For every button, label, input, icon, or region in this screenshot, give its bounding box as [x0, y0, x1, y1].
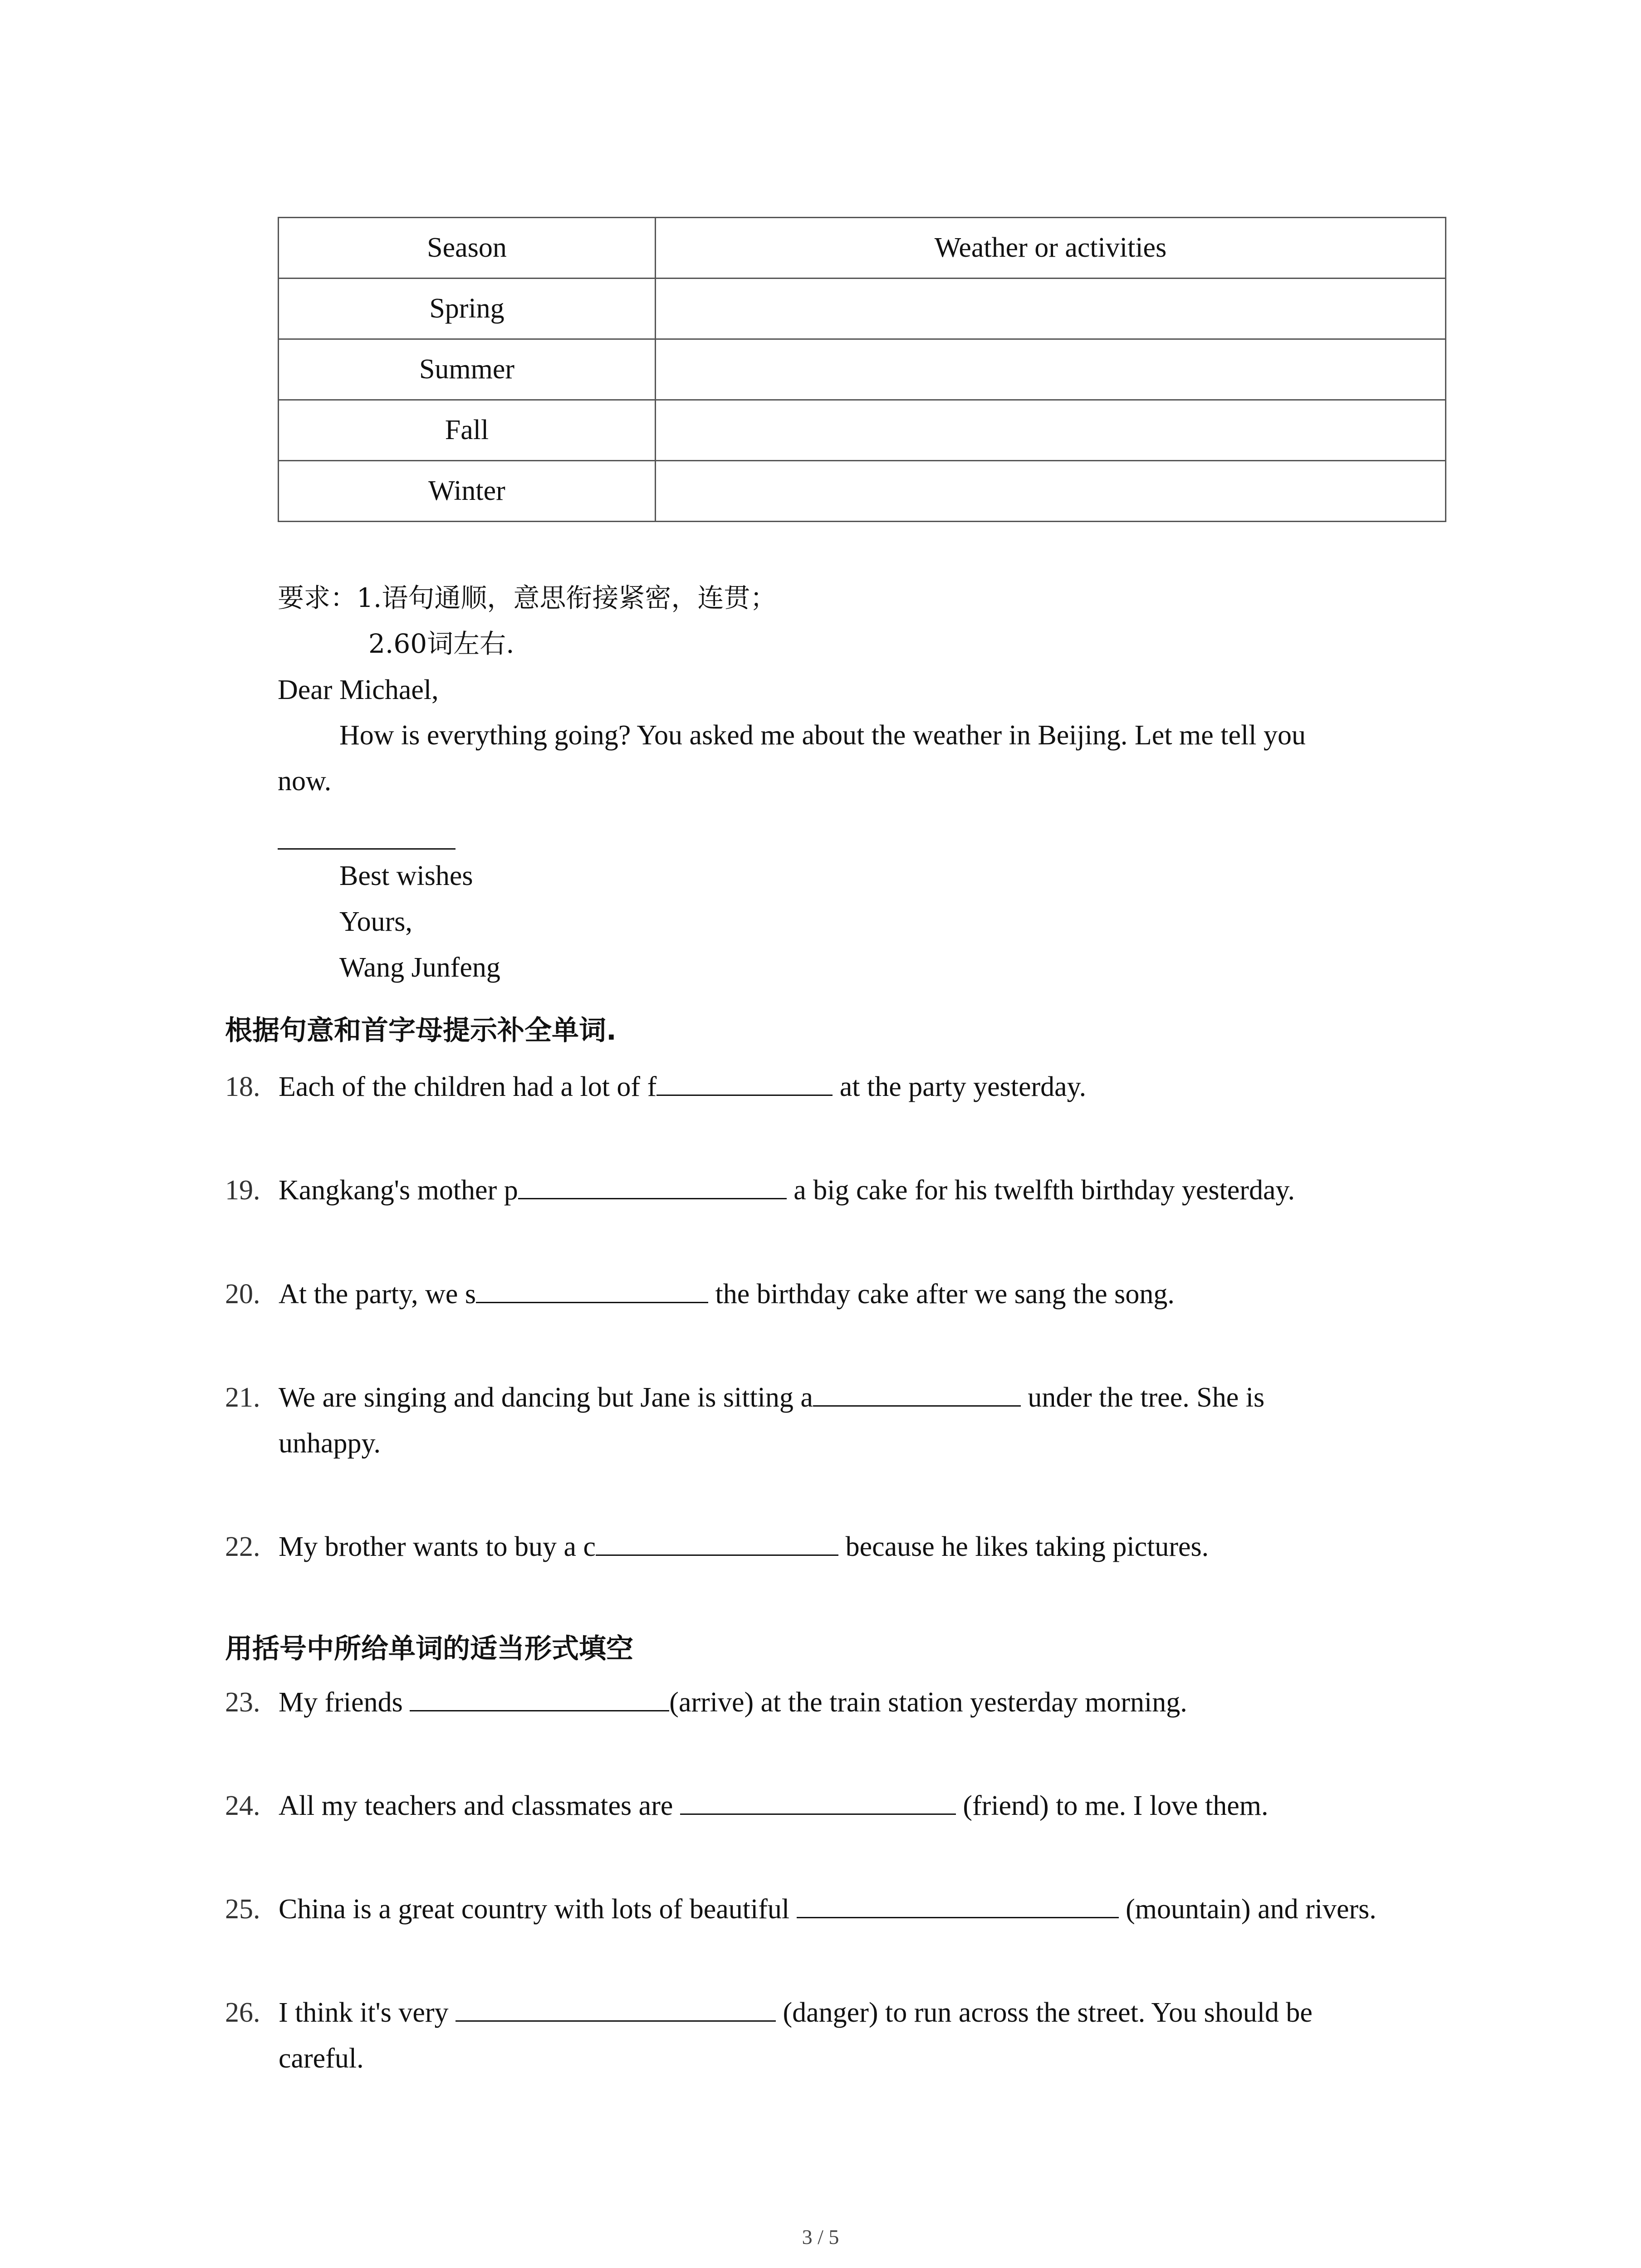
letter-closing-1: Best wishes — [339, 860, 473, 891]
question-20 — [225, 1277, 1175, 1312]
letter-greeting: Dear Michael, — [278, 675, 439, 705]
question-number: 23. — [225, 1687, 260, 1718]
letter-body-line-2: now. — [278, 766, 332, 797]
answer-blank[interactable] — [656, 1072, 833, 1096]
question-26-continuation: careful. — [279, 2043, 364, 2074]
question-number: 25. — [225, 1894, 260, 1925]
answer-blank[interactable] — [410, 1687, 669, 1711]
requirement-line-2: 2.60词左右. — [368, 628, 514, 659]
question-number: 21. — [225, 1382, 260, 1413]
question-text-before: Kangkang's mother p — [279, 1175, 518, 1206]
question-23 — [225, 1685, 1187, 1721]
question-text-after: (arrive) at the train station yesterday morning. — [669, 1687, 1187, 1718]
question-number: 19. — [225, 1175, 260, 1206]
table-cell-season: Fall — [279, 400, 656, 461]
table-cell-weather[interactable] — [656, 400, 1446, 461]
question-text-before: All my teachers and classmates are — [279, 1790, 680, 1821]
season-table — [278, 217, 1446, 522]
table-row — [279, 339, 1446, 400]
answer-blank[interactable] — [813, 1383, 1021, 1407]
requirement-line-1: 要求：1.语句通顺，意思衔接紧密，连贯； — [278, 582, 777, 613]
table-cell-weather[interactable] — [656, 461, 1446, 522]
table-cell-season: Spring — [279, 279, 656, 339]
question-text-after: a big cake for his twelfth birthday yesterday. — [786, 1175, 1295, 1206]
question-text-before: We are singing and dancing but Jane is sitting a — [279, 1382, 813, 1413]
question-number: 18. — [225, 1071, 260, 1102]
question-number: 24. — [225, 1790, 260, 1821]
page-number: 3 / 5 — [802, 2225, 839, 2248]
question-24 — [225, 1789, 1269, 1824]
table-header-season: Season — [279, 218, 656, 279]
question-text-before: Each of the children had a lot of f — [279, 1071, 657, 1102]
letter-signature: Wang Junfeng — [339, 952, 500, 983]
question-22 — [225, 1530, 1209, 1565]
table-cell-weather[interactable] — [656, 279, 1446, 339]
table-header-weather: Weather or activities — [656, 218, 1446, 279]
question-text-after: (friend) to me. I love them. — [955, 1790, 1269, 1821]
letter-closing-2: Yours, — [339, 906, 412, 937]
answer-blank[interactable] — [680, 1791, 956, 1815]
question-text-before: My friends — [279, 1687, 410, 1718]
question-text-before: At the party, we s — [279, 1279, 476, 1310]
answer-blank[interactable] — [456, 1998, 776, 2022]
question-21 — [225, 1380, 1264, 1416]
table-row — [279, 279, 1446, 339]
answer-blank[interactable] — [518, 1175, 787, 1199]
table-cell-season: Winter — [279, 461, 656, 522]
question-26 — [225, 1995, 1313, 2031]
question-text-after: under the tree. She is — [1020, 1382, 1265, 1413]
section-title-2: 用括号中所给单词的适当形式填空 — [225, 1633, 633, 1665]
question-text-before: China is a great country with lots of beautiful — [279, 1894, 797, 1925]
question-text-before: I think it's very — [279, 1997, 456, 2028]
question-25 — [225, 1892, 1376, 1927]
section-title-1: 根据句意和首字母提示补全单词. — [225, 1015, 617, 1046]
table-row — [279, 400, 1446, 461]
table-cell-weather[interactable] — [656, 339, 1446, 400]
question-number: 26. — [225, 1997, 260, 2028]
letter-body-line-1: How is everything going? You asked me about the weather in Beijing. Let me tell you — [339, 720, 1306, 751]
answer-blank[interactable] — [797, 1894, 1119, 1918]
question-text-after: (mountain) and rivers. — [1118, 1894, 1376, 1925]
question-number: 22. — [225, 1531, 260, 1562]
question-text-after: because he likes taking pictures. — [838, 1531, 1209, 1562]
question-text-before: My brother wants to buy a c — [279, 1531, 596, 1562]
question-18 — [225, 1070, 1086, 1105]
answer-blank[interactable] — [596, 1532, 838, 1556]
question-number: 20. — [225, 1279, 260, 1310]
question-text-after: the birthday cake after we sang the song. — [708, 1279, 1175, 1310]
question-21-continuation: unhappy. — [279, 1428, 381, 1459]
table-row — [279, 461, 1446, 522]
question-text-after: at the party yesterday. — [833, 1071, 1087, 1102]
table-cell-season: Summer — [279, 339, 656, 400]
answer-blank[interactable] — [476, 1279, 708, 1303]
writing-blank-line[interactable] — [278, 848, 456, 850]
question-19 — [225, 1173, 1295, 1208]
question-text-after: (danger) to run across the street. You should be — [776, 1997, 1313, 2028]
table-header-row — [279, 218, 1446, 279]
